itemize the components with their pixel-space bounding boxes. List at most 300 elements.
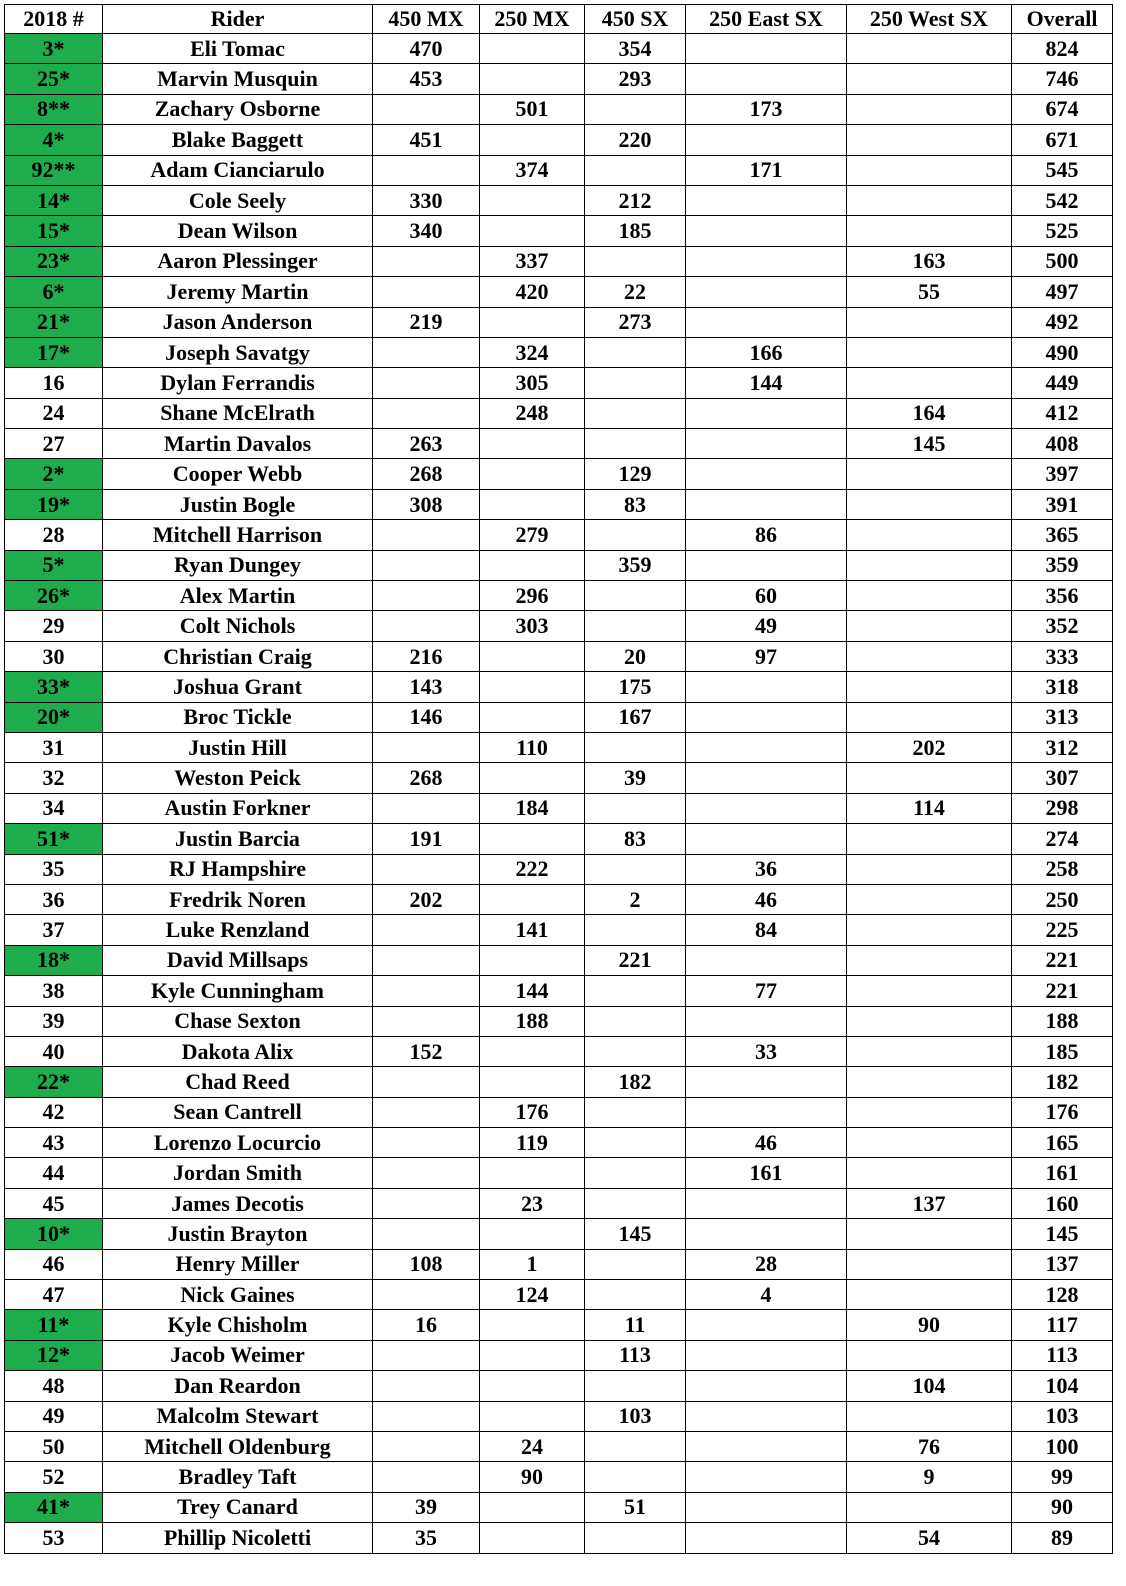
points-overall-cell: 258 bbox=[1012, 854, 1113, 884]
points-450-sx-cell: 220 bbox=[585, 125, 686, 155]
rider-number-cell: 41* bbox=[5, 1492, 103, 1522]
points-450-sx-cell: 113 bbox=[585, 1340, 686, 1370]
points-overall-cell: 104 bbox=[1012, 1371, 1113, 1401]
points-450-sx-cell bbox=[585, 155, 686, 185]
points-overall-cell: 313 bbox=[1012, 702, 1113, 732]
points-overall-cell: 298 bbox=[1012, 793, 1113, 823]
points-450-sx-cell: 103 bbox=[585, 1401, 686, 1431]
rider-number-cell: 10* bbox=[5, 1219, 103, 1249]
points-250-mx-cell bbox=[480, 1219, 585, 1249]
table-body bbox=[5, 34, 1113, 1554]
rider-number-cell: 15* bbox=[5, 216, 103, 246]
points-250-east-sx-cell bbox=[686, 277, 847, 307]
points-450-mx-cell bbox=[373, 398, 480, 428]
rider-number-cell: 17* bbox=[5, 337, 103, 367]
table-row bbox=[5, 398, 1113, 428]
rider-name-cell: Dylan Ferrandis bbox=[103, 368, 373, 398]
rider-name-cell: Mitchell Oldenburg bbox=[103, 1431, 373, 1461]
rider-number-cell: 31 bbox=[5, 732, 103, 762]
table-row bbox=[5, 1188, 1113, 1218]
table-row bbox=[5, 125, 1113, 155]
points-450-sx-cell: 293 bbox=[585, 64, 686, 94]
points-250-west-sx-cell bbox=[847, 520, 1012, 550]
points-450-sx-cell: 2 bbox=[585, 884, 686, 914]
rider-number-cell: 20* bbox=[5, 702, 103, 732]
points-250-east-sx-cell bbox=[686, 550, 847, 580]
points-450-mx-cell: 202 bbox=[373, 884, 480, 914]
points-250-west-sx-cell: 114 bbox=[847, 793, 1012, 823]
standings-table bbox=[4, 4, 1113, 1554]
points-250-east-sx-cell bbox=[686, 1310, 847, 1340]
points-250-east-sx-cell bbox=[686, 793, 847, 823]
rider-name-cell: Dan Reardon bbox=[103, 1371, 373, 1401]
points-250-west-sx-cell: 90 bbox=[847, 1310, 1012, 1340]
points-250-west-sx-cell: 202 bbox=[847, 732, 1012, 762]
points-450-mx-cell: 152 bbox=[373, 1036, 480, 1066]
table-row bbox=[5, 429, 1113, 459]
table-row bbox=[5, 34, 1113, 64]
points-250-east-sx-cell bbox=[686, 1097, 847, 1127]
points-450-mx-cell: 453 bbox=[373, 64, 480, 94]
table-row bbox=[5, 1401, 1113, 1431]
rider-number-cell: 48 bbox=[5, 1371, 103, 1401]
points-450-mx-cell bbox=[373, 1280, 480, 1310]
rider-number-cell: 6* bbox=[5, 277, 103, 307]
table-row bbox=[5, 307, 1113, 337]
rider-number-cell: 14* bbox=[5, 185, 103, 215]
rider-number-cell: 23* bbox=[5, 246, 103, 276]
points-overall-cell: 492 bbox=[1012, 307, 1113, 337]
points-450-mx-cell bbox=[373, 611, 480, 641]
points-overall-cell: 333 bbox=[1012, 641, 1113, 671]
points-450-sx-cell: 354 bbox=[585, 34, 686, 64]
table-row bbox=[5, 672, 1113, 702]
points-250-mx-cell bbox=[480, 672, 585, 702]
points-450-sx-cell: 182 bbox=[585, 1067, 686, 1097]
points-250-east-sx-cell: 173 bbox=[686, 94, 847, 124]
points-overall-cell: 165 bbox=[1012, 1128, 1113, 1158]
points-250-mx-cell bbox=[480, 702, 585, 732]
points-250-west-sx-cell bbox=[847, 1219, 1012, 1249]
points-450-sx-cell: 185 bbox=[585, 216, 686, 246]
rider-number-cell: 16 bbox=[5, 368, 103, 398]
points-250-mx-cell: 305 bbox=[480, 368, 585, 398]
rider-number-cell: 44 bbox=[5, 1158, 103, 1188]
rider-name-cell: Kyle Chisholm bbox=[103, 1310, 373, 1340]
points-450-mx-cell bbox=[373, 94, 480, 124]
points-250-mx-cell: 1 bbox=[480, 1249, 585, 1279]
rider-number-cell: 19* bbox=[5, 489, 103, 519]
points-250-west-sx-cell bbox=[847, 368, 1012, 398]
points-450-mx-cell: 35 bbox=[373, 1523, 480, 1553]
points-250-east-sx-cell bbox=[686, 672, 847, 702]
points-250-east-sx-cell bbox=[686, 1431, 847, 1461]
points-450-mx-cell bbox=[373, 1219, 480, 1249]
points-overall-cell: 746 bbox=[1012, 64, 1113, 94]
points-250-east-sx-cell bbox=[686, 34, 847, 64]
points-450-sx-cell bbox=[585, 1036, 686, 1066]
points-250-east-sx-cell: 84 bbox=[686, 915, 847, 945]
points-450-mx-cell: 263 bbox=[373, 429, 480, 459]
points-250-west-sx-cell: 145 bbox=[847, 429, 1012, 459]
points-overall-cell: 117 bbox=[1012, 1310, 1113, 1340]
header-450-mx: 450 MX bbox=[373, 5, 480, 34]
points-450-sx-cell: 167 bbox=[585, 702, 686, 732]
points-250-west-sx-cell bbox=[847, 94, 1012, 124]
points-overall-cell: 312 bbox=[1012, 732, 1113, 762]
table-row bbox=[5, 581, 1113, 611]
rider-number-cell: 32 bbox=[5, 763, 103, 793]
points-250-east-sx-cell bbox=[686, 824, 847, 854]
points-overall-cell: 365 bbox=[1012, 520, 1113, 550]
rider-name-cell: Ryan Dungey bbox=[103, 550, 373, 580]
table-row bbox=[5, 246, 1113, 276]
points-overall-cell: 500 bbox=[1012, 246, 1113, 276]
points-250-mx-cell: 24 bbox=[480, 1431, 585, 1461]
points-250-east-sx-cell bbox=[686, 1523, 847, 1553]
table-row bbox=[5, 611, 1113, 641]
rider-name-cell: Broc Tickle bbox=[103, 702, 373, 732]
table-row bbox=[5, 185, 1113, 215]
points-250-east-sx-cell bbox=[686, 1219, 847, 1249]
points-250-mx-cell bbox=[480, 34, 585, 64]
rider-number-cell: 12* bbox=[5, 1340, 103, 1370]
points-overall-cell: 525 bbox=[1012, 216, 1113, 246]
rider-name-cell: David Millsaps bbox=[103, 945, 373, 975]
table-row bbox=[5, 1492, 1113, 1522]
points-overall-cell: 89 bbox=[1012, 1523, 1113, 1553]
points-250-mx-cell: 23 bbox=[480, 1188, 585, 1218]
points-450-mx-cell bbox=[373, 337, 480, 367]
points-250-west-sx-cell: 55 bbox=[847, 277, 1012, 307]
points-250-east-sx-cell bbox=[686, 429, 847, 459]
rider-name-cell: Jordan Smith bbox=[103, 1158, 373, 1188]
points-450-mx-cell: 340 bbox=[373, 216, 480, 246]
rider-number-cell: 35 bbox=[5, 854, 103, 884]
points-450-mx-cell: 146 bbox=[373, 702, 480, 732]
rider-name-cell: Joshua Grant bbox=[103, 672, 373, 702]
points-450-mx-cell: 16 bbox=[373, 1310, 480, 1340]
points-450-sx-cell bbox=[585, 398, 686, 428]
points-250-mx-cell: 124 bbox=[480, 1280, 585, 1310]
points-overall-cell: 671 bbox=[1012, 125, 1113, 155]
points-overall-cell: 545 bbox=[1012, 155, 1113, 185]
points-overall-cell: 99 bbox=[1012, 1462, 1113, 1492]
points-250-east-sx-cell bbox=[686, 185, 847, 215]
points-250-east-sx-cell bbox=[686, 398, 847, 428]
points-450-sx-cell: 51 bbox=[585, 1492, 686, 1522]
table-row bbox=[5, 1371, 1113, 1401]
points-250-east-sx-cell bbox=[686, 1067, 847, 1097]
points-450-sx-cell bbox=[585, 1371, 686, 1401]
points-250-mx-cell: 324 bbox=[480, 337, 585, 367]
points-250-mx-cell bbox=[480, 1036, 585, 1066]
points-overall-cell: 542 bbox=[1012, 185, 1113, 215]
points-250-east-sx-cell bbox=[686, 216, 847, 246]
points-450-mx-cell: 451 bbox=[373, 125, 480, 155]
table-row bbox=[5, 1097, 1113, 1127]
table-row bbox=[5, 945, 1113, 975]
points-250-west-sx-cell: 54 bbox=[847, 1523, 1012, 1553]
rider-name-cell: Dean Wilson bbox=[103, 216, 373, 246]
points-overall-cell: 188 bbox=[1012, 1006, 1113, 1036]
rider-number-cell: 11* bbox=[5, 1310, 103, 1340]
table-row bbox=[5, 824, 1113, 854]
points-250-east-sx-cell bbox=[686, 732, 847, 762]
points-450-sx-cell: 212 bbox=[585, 185, 686, 215]
points-250-mx-cell bbox=[480, 641, 585, 671]
points-250-west-sx-cell bbox=[847, 125, 1012, 155]
rider-number-cell: 30 bbox=[5, 641, 103, 671]
points-450-mx-cell bbox=[373, 1067, 480, 1097]
points-250-east-sx-cell: 161 bbox=[686, 1158, 847, 1188]
rider-name-cell: Adam Cianciarulo bbox=[103, 155, 373, 185]
table-row bbox=[5, 732, 1113, 762]
rider-name-cell: Fredrik Noren bbox=[103, 884, 373, 914]
points-250-west-sx-cell bbox=[847, 763, 1012, 793]
points-450-sx-cell: 359 bbox=[585, 550, 686, 580]
points-250-mx-cell: 90 bbox=[480, 1462, 585, 1492]
points-450-mx-cell: 219 bbox=[373, 307, 480, 337]
points-overall-cell: 490 bbox=[1012, 337, 1113, 367]
rider-name-cell: Blake Baggett bbox=[103, 125, 373, 155]
points-450-sx-cell: 39 bbox=[585, 763, 686, 793]
points-250-west-sx-cell: 137 bbox=[847, 1188, 1012, 1218]
points-450-sx-cell: 11 bbox=[585, 1310, 686, 1340]
rider-number-cell: 51* bbox=[5, 824, 103, 854]
rider-name-cell: Nick Gaines bbox=[103, 1280, 373, 1310]
table-row bbox=[5, 1219, 1113, 1249]
points-overall-cell: 397 bbox=[1012, 459, 1113, 489]
points-450-mx-cell bbox=[373, 155, 480, 185]
points-450-sx-cell bbox=[585, 793, 686, 823]
header-number: 2018 # bbox=[5, 5, 103, 34]
points-250-west-sx-cell bbox=[847, 1158, 1012, 1188]
points-250-mx-cell bbox=[480, 1523, 585, 1553]
rider-number-cell: 45 bbox=[5, 1188, 103, 1218]
rider-number-cell: 50 bbox=[5, 1431, 103, 1461]
rider-number-cell: 46 bbox=[5, 1249, 103, 1279]
rider-name-cell: Jeremy Martin bbox=[103, 277, 373, 307]
rider-number-cell: 8** bbox=[5, 94, 103, 124]
points-overall-cell: 128 bbox=[1012, 1280, 1113, 1310]
points-250-west-sx-cell: 9 bbox=[847, 1462, 1012, 1492]
rider-number-cell: 34 bbox=[5, 793, 103, 823]
points-250-mx-cell bbox=[480, 1067, 585, 1097]
rider-number-cell: 52 bbox=[5, 1462, 103, 1492]
points-overall-cell: 449 bbox=[1012, 368, 1113, 398]
points-450-mx-cell bbox=[373, 550, 480, 580]
points-450-sx-cell bbox=[585, 1280, 686, 1310]
header-250-mx: 250 MX bbox=[480, 5, 585, 34]
points-450-mx-cell bbox=[373, 246, 480, 276]
points-overall-cell: 145 bbox=[1012, 1219, 1113, 1249]
points-250-west-sx-cell bbox=[847, 611, 1012, 641]
points-450-mx-cell: 330 bbox=[373, 185, 480, 215]
rider-name-cell: Bradley Taft bbox=[103, 1462, 373, 1492]
rider-number-cell: 28 bbox=[5, 520, 103, 550]
points-450-mx-cell: 108 bbox=[373, 1249, 480, 1279]
points-450-sx-cell: 22 bbox=[585, 277, 686, 307]
points-250-east-sx-cell: 77 bbox=[686, 976, 847, 1006]
points-450-mx-cell bbox=[373, 1158, 480, 1188]
table-row bbox=[5, 1067, 1113, 1097]
points-250-west-sx-cell bbox=[847, 976, 1012, 1006]
points-250-west-sx-cell bbox=[847, 337, 1012, 367]
table-row bbox=[5, 1340, 1113, 1370]
rider-name-cell: Chase Sexton bbox=[103, 1006, 373, 1036]
rider-name-cell: Cole Seely bbox=[103, 185, 373, 215]
points-450-sx-cell: 175 bbox=[585, 672, 686, 702]
table-row bbox=[5, 1280, 1113, 1310]
rider-number-cell: 27 bbox=[5, 429, 103, 459]
points-450-sx-cell bbox=[585, 1249, 686, 1279]
points-250-west-sx-cell bbox=[847, 1401, 1012, 1431]
points-250-mx-cell: 184 bbox=[480, 793, 585, 823]
points-250-mx-cell bbox=[480, 1371, 585, 1401]
points-250-west-sx-cell bbox=[847, 945, 1012, 975]
points-overall-cell: 391 bbox=[1012, 489, 1113, 519]
points-450-mx-cell bbox=[373, 368, 480, 398]
points-250-mx-cell bbox=[480, 459, 585, 489]
points-450-sx-cell bbox=[585, 520, 686, 550]
points-overall-cell: 824 bbox=[1012, 34, 1113, 64]
points-450-mx-cell bbox=[373, 520, 480, 550]
points-250-mx-cell: 144 bbox=[480, 976, 585, 1006]
points-250-west-sx-cell bbox=[847, 854, 1012, 884]
points-overall-cell: 185 bbox=[1012, 1036, 1113, 1066]
table-row bbox=[5, 277, 1113, 307]
points-250-west-sx-cell bbox=[847, 884, 1012, 914]
points-450-sx-cell bbox=[585, 1128, 686, 1158]
points-450-mx-cell bbox=[373, 976, 480, 1006]
points-250-mx-cell bbox=[480, 763, 585, 793]
header-250-east-sx: 250 East SX bbox=[686, 5, 847, 34]
rider-number-cell: 4* bbox=[5, 125, 103, 155]
points-450-sx-cell bbox=[585, 976, 686, 1006]
rider-number-cell: 37 bbox=[5, 915, 103, 945]
points-450-mx-cell bbox=[373, 1462, 480, 1492]
points-250-mx-cell bbox=[480, 884, 585, 914]
rider-number-cell: 53 bbox=[5, 1523, 103, 1553]
rider-number-cell: 47 bbox=[5, 1280, 103, 1310]
points-overall-cell: 103 bbox=[1012, 1401, 1113, 1431]
table-row bbox=[5, 489, 1113, 519]
points-250-east-sx-cell: 4 bbox=[686, 1280, 847, 1310]
points-450-sx-cell bbox=[585, 915, 686, 945]
rider-name-cell: Martin Davalos bbox=[103, 429, 373, 459]
points-250-mx-cell: 296 bbox=[480, 581, 585, 611]
points-450-mx-cell bbox=[373, 1097, 480, 1127]
points-450-sx-cell bbox=[585, 368, 686, 398]
table-row bbox=[5, 1431, 1113, 1461]
table-row bbox=[5, 459, 1113, 489]
table-row bbox=[5, 1158, 1113, 1188]
points-450-sx-cell: 83 bbox=[585, 824, 686, 854]
points-250-mx-cell: 188 bbox=[480, 1006, 585, 1036]
points-overall-cell: 408 bbox=[1012, 429, 1113, 459]
rider-name-cell: Joseph Savatgy bbox=[103, 337, 373, 367]
points-450-mx-cell: 470 bbox=[373, 34, 480, 64]
points-overall-cell: 221 bbox=[1012, 976, 1113, 1006]
points-overall-cell: 182 bbox=[1012, 1067, 1113, 1097]
points-450-mx-cell: 216 bbox=[373, 641, 480, 671]
rider-name-cell: Jacob Weimer bbox=[103, 1340, 373, 1370]
points-450-sx-cell bbox=[585, 611, 686, 641]
points-250-east-sx-cell: 28 bbox=[686, 1249, 847, 1279]
rider-name-cell: Luke Renzland bbox=[103, 915, 373, 945]
points-450-mx-cell bbox=[373, 277, 480, 307]
rider-number-cell: 24 bbox=[5, 398, 103, 428]
points-250-west-sx-cell bbox=[847, 1067, 1012, 1097]
points-450-mx-cell bbox=[373, 793, 480, 823]
rider-number-cell: 36 bbox=[5, 884, 103, 914]
points-250-east-sx-cell bbox=[686, 489, 847, 519]
rider-name-cell: Kyle Cunningham bbox=[103, 976, 373, 1006]
points-450-sx-cell bbox=[585, 1523, 686, 1553]
points-250-east-sx-cell: 166 bbox=[686, 337, 847, 367]
points-250-east-sx-cell: 36 bbox=[686, 854, 847, 884]
points-250-west-sx-cell: 76 bbox=[847, 1431, 1012, 1461]
points-overall-cell: 356 bbox=[1012, 581, 1113, 611]
points-250-mx-cell bbox=[480, 1310, 585, 1340]
points-250-west-sx-cell: 164 bbox=[847, 398, 1012, 428]
header-rider: Rider bbox=[103, 5, 373, 34]
header-row bbox=[5, 5, 1113, 34]
points-250-west-sx-cell bbox=[847, 1036, 1012, 1066]
rider-name-cell: Marvin Musquin bbox=[103, 64, 373, 94]
points-overall-cell: 160 bbox=[1012, 1188, 1113, 1218]
table-row bbox=[5, 976, 1113, 1006]
points-450-mx-cell bbox=[373, 581, 480, 611]
points-450-mx-cell bbox=[373, 1431, 480, 1461]
points-250-mx-cell: 374 bbox=[480, 155, 585, 185]
points-450-mx-cell bbox=[373, 1371, 480, 1401]
table-row bbox=[5, 520, 1113, 550]
points-250-west-sx-cell bbox=[847, 307, 1012, 337]
points-450-mx-cell bbox=[373, 732, 480, 762]
points-overall-cell: 250 bbox=[1012, 884, 1113, 914]
table-row bbox=[5, 1462, 1113, 1492]
points-450-mx-cell: 268 bbox=[373, 763, 480, 793]
table-row bbox=[5, 1249, 1113, 1279]
rider-name-cell: Trey Canard bbox=[103, 1492, 373, 1522]
points-450-sx-cell bbox=[585, 246, 686, 276]
points-450-sx-cell: 273 bbox=[585, 307, 686, 337]
points-250-east-sx-cell bbox=[686, 307, 847, 337]
points-250-east-sx-cell: 144 bbox=[686, 368, 847, 398]
table-row bbox=[5, 641, 1113, 671]
points-overall-cell: 137 bbox=[1012, 1249, 1113, 1279]
points-overall-cell: 225 bbox=[1012, 915, 1113, 945]
table-row bbox=[5, 1006, 1113, 1036]
rider-name-cell: Jason Anderson bbox=[103, 307, 373, 337]
rider-number-cell: 2* bbox=[5, 459, 103, 489]
table-row bbox=[5, 94, 1113, 124]
points-450-mx-cell bbox=[373, 1401, 480, 1431]
rider-name-cell: Zachary Osborne bbox=[103, 94, 373, 124]
table-row bbox=[5, 368, 1113, 398]
rider-number-cell: 39 bbox=[5, 1006, 103, 1036]
rider-name-cell: Austin Forkner bbox=[103, 793, 373, 823]
points-overall-cell: 113 bbox=[1012, 1340, 1113, 1370]
points-250-east-sx-cell bbox=[686, 702, 847, 732]
rider-name-cell: Cooper Webb bbox=[103, 459, 373, 489]
points-250-west-sx-cell bbox=[847, 702, 1012, 732]
points-250-east-sx-cell bbox=[686, 763, 847, 793]
points-450-mx-cell bbox=[373, 854, 480, 884]
rider-name-cell: Henry Miller bbox=[103, 1249, 373, 1279]
